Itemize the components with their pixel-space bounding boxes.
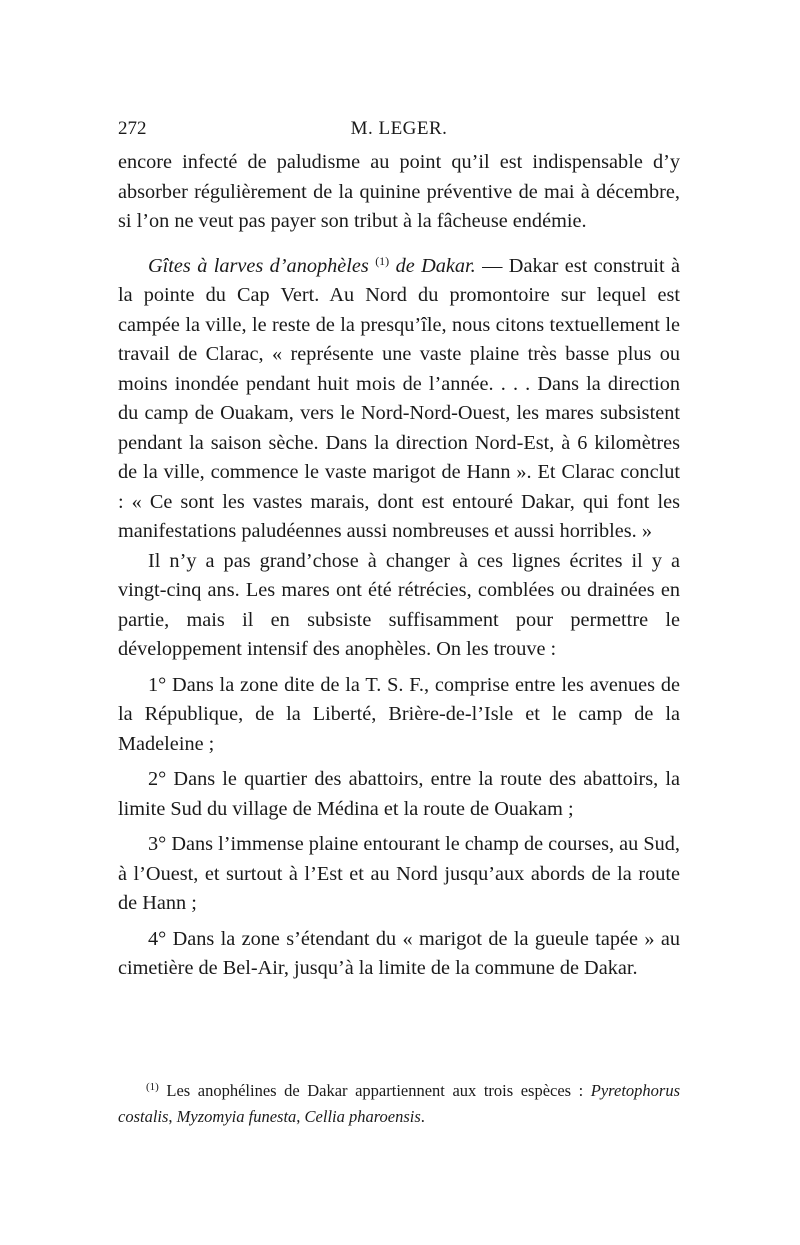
species-name: Pyretophorus costalis xyxy=(118,1081,680,1126)
footnote-separator: , xyxy=(296,1107,305,1126)
page-number: 272 xyxy=(118,118,147,139)
species-name: Cellia pharoensis xyxy=(304,1107,421,1126)
paragraph-continued: encore infecté de paludisme au point qu’il est indispensable d’y absorber régulièrement de la quinine préventive de mai à décembre, si l’on ne veut pas payer son tribut à la fâcheuse endémie. xyxy=(118,151,680,232)
section-paragraph xyxy=(118,252,680,547)
species-name: Myzomyia funesta xyxy=(176,1107,297,1126)
list-item: 1° Dans la zone dite de la T. S. F., comprise entre les avenues de la République, de la Liberté, Brière-de-l’Isle et le camp de la Madeleine ; xyxy=(118,673,680,755)
paragraph: Il n’y a pas grand’chose à changer à ces lignes écrites il y a vingt-cinq ans. Les mares ont été rétrécies, comblées ou drainées en partie, mais il en subsiste suffisamment pour permettre le développement intensif des anophèles. On les trouve : xyxy=(118,549,680,660)
section-title-place: de Dakar. xyxy=(395,254,476,277)
page-header xyxy=(118,118,680,142)
list-item: 3° Dans l’immense plaine entourant le champ de courses, au Sud, à l’Ouest, et surtout à l’Est et au Nord jusqu’aux abords de la route de Hann ; xyxy=(118,833,680,914)
body-text xyxy=(118,148,680,984)
section-paragraph-text: — Dakar est construit à la pointe du Cap Vert. Au Nord du promontoire sur lequel est campée la ville, le reste de la presqu’île, nous citons textuellement le travail de Clarac, « représente une vaste plaine très basse plus ou moins inondée pendant huit mois de l’année. . . . Dans la direction du camp de Ouakam, vers le Nord-Nord-Ouest, les mares subsistent pendant la saison sèche. Dans la direction Nord-Est, à 6 kilomètres de la ville, commence le vaste marigot de Hann ». Et Clarac conclut : « Ce sont les vastes marais, dont est entouré Dakar, qui font les manifestations paludéennes aussi nombreuses et aussi horribles. » xyxy=(118,254,680,542)
list-item: 2° Dans le quartier des abattoirs, entre la route des abattoirs, la limite Sud du village de Médina et la route de Ouakam ; xyxy=(118,768,680,820)
footnote-reference: (1) xyxy=(375,253,390,268)
section-title: Gîtes à larves d’anophèles xyxy=(148,254,369,277)
running-title: M. LEGER. xyxy=(350,118,448,139)
footnote-marker: (1) xyxy=(146,1081,159,1093)
footnote xyxy=(118,1074,680,1130)
list-item: 4° Dans la zone s’étendant du « marigot de la gueule tapée » au cimetière de Bel-Air, jusqu’à la limite de la commune de Dakar. xyxy=(118,927,680,979)
footnote-text: Les anophélines de Dakar appartiennent aux trois espèces : xyxy=(158,1081,591,1100)
footnote-separator: , xyxy=(168,1107,177,1126)
footnote-end: . xyxy=(420,1107,425,1126)
